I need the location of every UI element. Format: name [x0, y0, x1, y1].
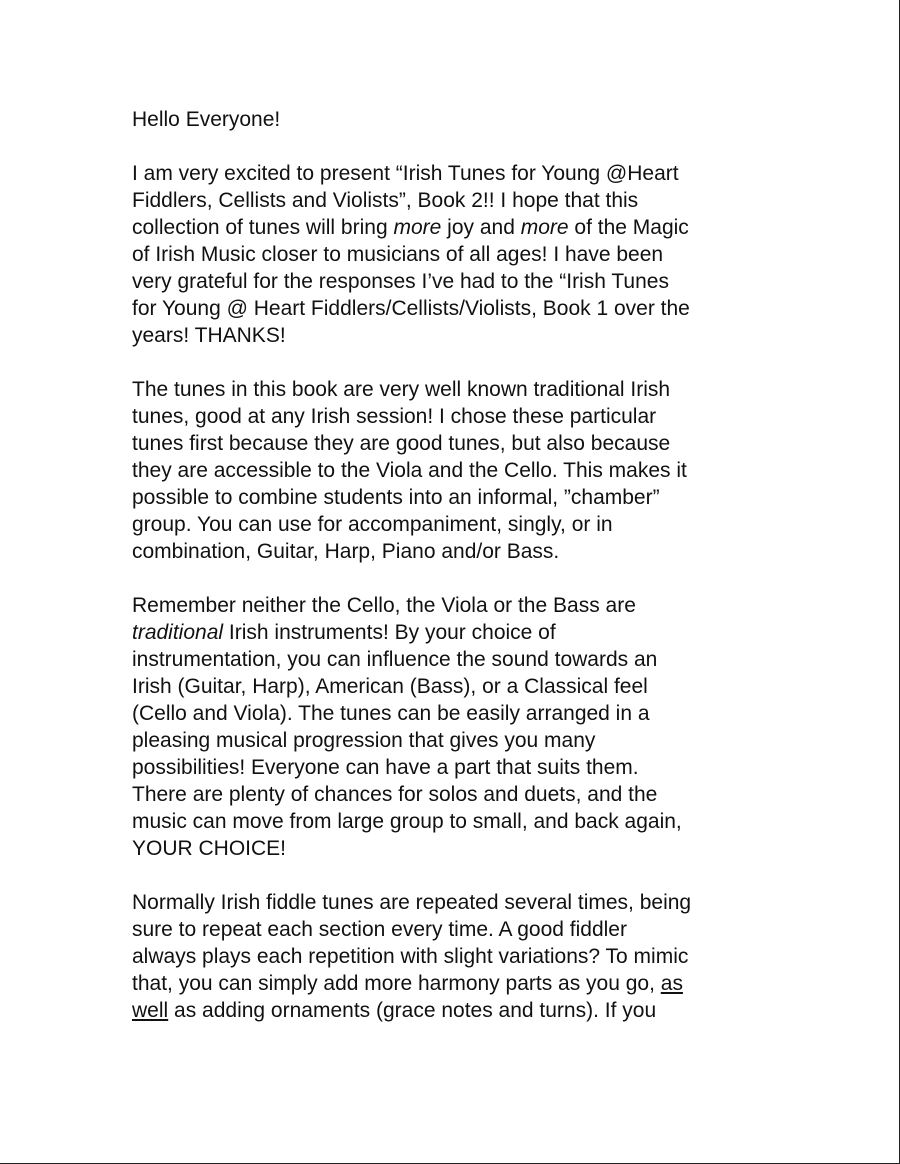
text-line [132, 484, 782, 511]
text-run: Fiddlers, Cellists and Violists”, Book 2!! I hope that this [132, 189, 639, 212]
text-line [132, 700, 782, 727]
emphasis-text: traditional [132, 621, 224, 644]
text-run: possibilities! Everyone can have a part that suits them. [132, 756, 639, 779]
text-line [132, 997, 782, 1024]
paragraph-gap [132, 133, 782, 160]
paragraph [132, 889, 782, 1024]
text-line [132, 268, 782, 295]
text-line [132, 511, 782, 538]
text-run: Remember neither the Cello, the Viola or the Bass are [132, 594, 636, 617]
paragraph-gap [132, 349, 782, 376]
text-run: instrumentation, you can influence the sound towards an [132, 648, 658, 671]
emphasis-text: more [393, 216, 442, 239]
text-run: combination, Guitar, Harp, Piano and/or Bass. [132, 540, 560, 563]
text-line [132, 457, 782, 484]
text-line [132, 187, 782, 214]
text-line [132, 214, 782, 241]
text-run: Normally Irish fiddle tunes are repeated several times, being [132, 891, 692, 914]
text-run: as adding ornaments (grace notes and turns). If you [168, 999, 657, 1022]
text-line [132, 889, 782, 916]
text-run: for Young @ Heart Fiddlers/Cellists/Violists, Book 1 over the [132, 297, 690, 320]
text-run: possible to combine students into an informal, ”chamber” [132, 486, 660, 509]
paragraph [132, 160, 782, 349]
text-run: music can move from large group to small, and back again, [132, 810, 682, 833]
text-line [132, 754, 782, 781]
emphasis-text: more [520, 216, 569, 239]
text-line [132, 727, 782, 754]
text-line [132, 916, 782, 943]
text-line [132, 160, 782, 187]
text-run: sure to repeat each section every time. A good fiddler [132, 918, 627, 941]
text-line [132, 295, 782, 322]
text-run: of the Magic [568, 216, 689, 239]
paragraph-gap [132, 565, 782, 592]
paragraph [132, 592, 782, 862]
text-line [132, 646, 782, 673]
text-run: Irish instruments! By your choice of [223, 621, 556, 644]
text-run: tunes, good at any Irish session! I chose these particular [132, 405, 657, 428]
text-run: I am very excited to present “Irish Tunes for Young @Heart [132, 162, 679, 185]
text-line [132, 808, 782, 835]
text-run: YOUR CHOICE! [132, 837, 287, 860]
text-run: pleasing musical progression that gives you many [132, 729, 596, 752]
text-line [132, 538, 782, 565]
text-line [132, 943, 782, 970]
text-line [132, 322, 782, 349]
text-line [132, 376, 782, 403]
text-run: always plays each repetition with slight variations? To mimic [132, 945, 689, 968]
text-line [132, 403, 782, 430]
text-run: group. You can use for accompaniment, singly, or in [132, 513, 613, 536]
underlined-text: as [660, 972, 683, 995]
text-run: very grateful for the responses I’ve had to the “Irish Tunes [132, 270, 669, 293]
text-run: There are plenty of chances for solos and duets, and the [132, 783, 658, 806]
text-run: tunes first because they are good tunes, but also because [132, 432, 671, 455]
letter-body [132, 106, 782, 1024]
underlined-text: well [132, 999, 169, 1022]
text-run: (Cello and Viola). The tunes can be easily arranged in a [132, 702, 650, 725]
text-run: that, you can simply add more harmony parts as you go, [132, 972, 661, 995]
text-run: collection of tunes will bring [132, 216, 394, 239]
text-line [132, 835, 782, 862]
paragraph-gap [132, 862, 782, 889]
text-line [132, 673, 782, 700]
text-line [132, 592, 782, 619]
text-line [132, 781, 782, 808]
text-run: joy and [441, 216, 521, 239]
text-line [132, 430, 782, 457]
text-run: The tunes in this book are very well known traditional Irish [132, 378, 671, 401]
text-line [132, 241, 782, 268]
text-line [132, 970, 782, 997]
greeting: Hello Everyone! [132, 108, 281, 131]
text-run: Irish (Guitar, Harp), American (Bass), or a Classical feel [132, 675, 648, 698]
text-run: years! THANKS! [132, 324, 286, 347]
text-line [132, 619, 782, 646]
text-run: they are accessible to the Viola and the Cello. This makes it [132, 459, 687, 482]
text-run: of Irish Music closer to musicians of all ages! I have been [132, 243, 664, 266]
paragraph [132, 376, 782, 565]
